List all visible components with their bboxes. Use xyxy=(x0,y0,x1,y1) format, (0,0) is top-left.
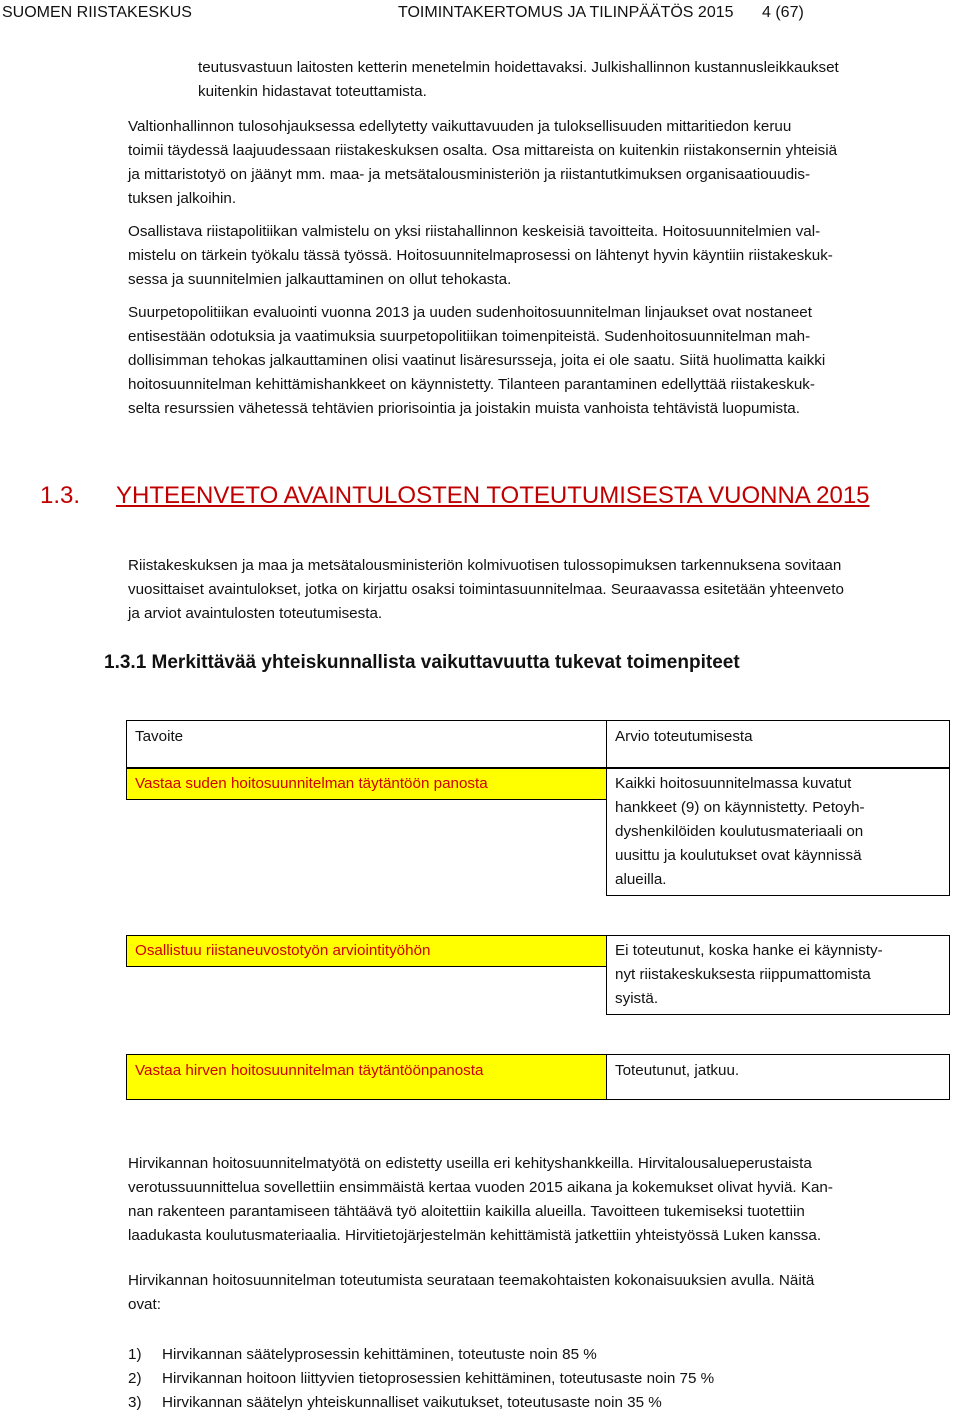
table-assessment-cell xyxy=(606,768,950,896)
list-item xyxy=(128,1391,948,1415)
list-item xyxy=(128,1343,948,1367)
text-line: nan rakenteen parantamiseen tähtäävä työ aloitettiin kaikilla alueilla. Tavoitteen tukemiseksi tuotettiin xyxy=(128,1203,805,1220)
text-line: Osallistava riistapolitiikan valmistelu on yksi riistahallinnon keskeisiä tavoitteita. Hoitosuunnitelmien val- xyxy=(128,223,821,240)
assessment-text: Kaikki hoitosuunnitelmassa kuvatut xyxy=(615,775,852,792)
list-item-text: Hirvikannan säätelyn yhteiskunnalliset vaikutukset, toteutusaste noin 35 % xyxy=(162,1394,662,1411)
header-page-number: 4 (67) xyxy=(762,4,804,21)
table-header-assessment xyxy=(606,720,950,768)
header-organization: SUOMEN RIISTAKESKUS xyxy=(2,4,192,21)
text-line: vuosittaiset avaintulokset, jotka on kirjattu osaksi toimintasuunnitelmaa. Seuraavassa esitetään yhteenveto xyxy=(128,581,844,598)
paragraph-moose-plan xyxy=(128,1152,948,1248)
list-item-number: 2) xyxy=(128,1370,142,1387)
text-line: ja mittaristotyö on jäänyt mm. maa- ja metsätalousministeriön ja riistantutkimuksen organisaatiouudis- xyxy=(128,166,811,183)
table-header-label: Arvio toteutumisesta xyxy=(615,728,753,745)
text-line: selta resurssien vähetessä tehtävien priorisointia ja joistakin muista vanhoista tehtävistä luopumista. xyxy=(128,400,800,417)
intro-paragraph xyxy=(198,56,958,104)
paragraph-monitoring xyxy=(128,1269,948,1317)
section-heading xyxy=(40,480,940,512)
text-line: ja arviot avaintulosten toteutumisesta. xyxy=(128,605,383,622)
text-line: entisestään odotuksia ja vaatimuksia suurpetopolitiikan toimenpiteistä. Sudenhoitosuunnitelman mah- xyxy=(128,328,811,345)
table-goal-cell xyxy=(126,935,607,967)
assessment-text: uusittu ja koulutukset ovat käynnissä xyxy=(615,847,862,864)
text-line: verotussuunnittelua sovellettiin ensimmäistä kertaa vuoden 2015 aikana ja kokemukset olivat hyviä. Kan- xyxy=(128,1179,833,1196)
assessment-text: dyshenkilöiden koulutusmateriaali on xyxy=(615,823,864,840)
assessment-text: syistä. xyxy=(615,990,659,1007)
text-line: teutusvastuun laitosten ketterin menetelmin hoidettavaksi. Julkishallinnon kustannusleikkaukset xyxy=(198,59,839,76)
text-line: dollisimman tehokas jalkauttaminen olisi vaatinut lisäresursseja, joita ei ole saatu. Siitä huolimatta kaikki xyxy=(128,352,826,369)
text-line: Riistakeskuksen ja maa ja metsätalousministeriön kolmivuotisen tulossopimuksen tarkennuksena sovitaan xyxy=(128,557,842,574)
table-goal-cell xyxy=(126,768,607,800)
text-line: Valtionhallinnon tulosohjauksessa edellytetty vaikuttavuuden ja tuloksellisuuden mittaritiedon keruu xyxy=(128,118,792,135)
table-header-label: Tavoite xyxy=(135,728,184,745)
text-line: sessa ja suunnitelmien jalkauttaminen on ollut tehokasta. xyxy=(128,271,512,288)
assessment-text: hankkeet (9) on käynnistetty. Petoyh- xyxy=(615,799,865,816)
list-item xyxy=(128,1367,948,1391)
list-item-number: 1) xyxy=(128,1346,142,1363)
text-line: mistelu on tärkein työkalu tässä työssä. Hoitosuunnitelmaprosessi on lähtenyt hyvin käyntiin riistakeskuk- xyxy=(128,247,833,264)
paragraph-large-carnivore xyxy=(128,301,948,421)
numbered-list xyxy=(128,1343,948,1415)
section-paragraph xyxy=(128,554,948,626)
text-line: ovat: xyxy=(128,1296,161,1313)
page-header xyxy=(0,2,960,24)
text-line: kuitenkin hidastavat toteuttamista. xyxy=(198,83,427,100)
header-document-title: TOIMINTAKERTOMUS JA TILINPÄÄTÖS 2015 xyxy=(398,4,734,21)
goal-text: Vastaa hirven hoitosuunnitelman täytäntöönpanosta xyxy=(135,1062,484,1079)
paragraph-policy xyxy=(128,220,948,292)
assessment-text: alueilla. xyxy=(615,871,667,888)
list-item-text: Hirvikannan säätelyprosessin kehittäminen, toteutuste noin 85 % xyxy=(162,1346,597,1363)
text-line: tuksen jalkoihin. xyxy=(128,190,237,207)
text-line: Suurpetopolitiikan evaluointi vuonna 2013 ja uuden sudenhoitosuunnitelman linjaukset ovat nostaneet xyxy=(128,304,812,321)
paragraph-metrics xyxy=(128,115,948,211)
list-item-text: Hirvikannan hoitoon liittyvien tietoprosessien kehittäminen, toteutusaste noin 75 % xyxy=(162,1370,715,1387)
goal-text: Vastaa suden hoitosuunnitelman täytäntöön panosta xyxy=(135,775,488,792)
subsection-heading: 1.3.1 Merkittävää yhteiskunnallista vaikuttavuutta tukevat toimenpiteet xyxy=(104,652,740,673)
goal-text: Osallistuu riistaneuvostotyön arviointityöhön xyxy=(135,942,431,959)
assessment-text: Toteutunut, jatkuu. xyxy=(615,1062,740,1079)
section-title: YHTEENVETO AVAINTULOSTEN TOTEUTUMISESTA VUONNA 2015 xyxy=(116,482,870,509)
table-assessment-cell xyxy=(606,1054,950,1100)
text-line: Hirvikannan hoitosuunnitelman toteutumista seurataan teemakohtaisten kokonaisuuksien avulla. Näitä xyxy=(128,1272,815,1289)
text-line: laadukasta koulutusmateriaalia. Hirvitietojärjestelmän kehittämistä jatkettiin yhteistyössä Luken kanssa. xyxy=(128,1227,822,1244)
section-number: 1.3. xyxy=(40,482,81,509)
list-item-number: 3) xyxy=(128,1394,142,1411)
text-line: hoitosuunnitelman kehittämishankkeet on käynnistetty. Tilanteen parantaminen edellyttää riistakeskuk- xyxy=(128,376,815,393)
table-header-goal xyxy=(126,720,607,768)
assessment-text: Ei toteutunut, koska hanke ei käynnisty- xyxy=(615,942,883,959)
text-line: toimii täydessä laajuudessaan riistakeskuksen osalta. Osa mittareista on kuitenkin riistakonsernin yhteisiä xyxy=(128,142,838,159)
table-assessment-cell xyxy=(606,935,950,1015)
assessment-text: nyt riistakeskuksesta riippumattomista xyxy=(615,966,871,983)
text-line: Hirvikannan hoitosuunnitelmatyötä on edistetty useilla eri kehityshankkeilla. Hirvitalousalueperustaista xyxy=(128,1155,812,1172)
table-goal-cell xyxy=(126,1054,607,1100)
